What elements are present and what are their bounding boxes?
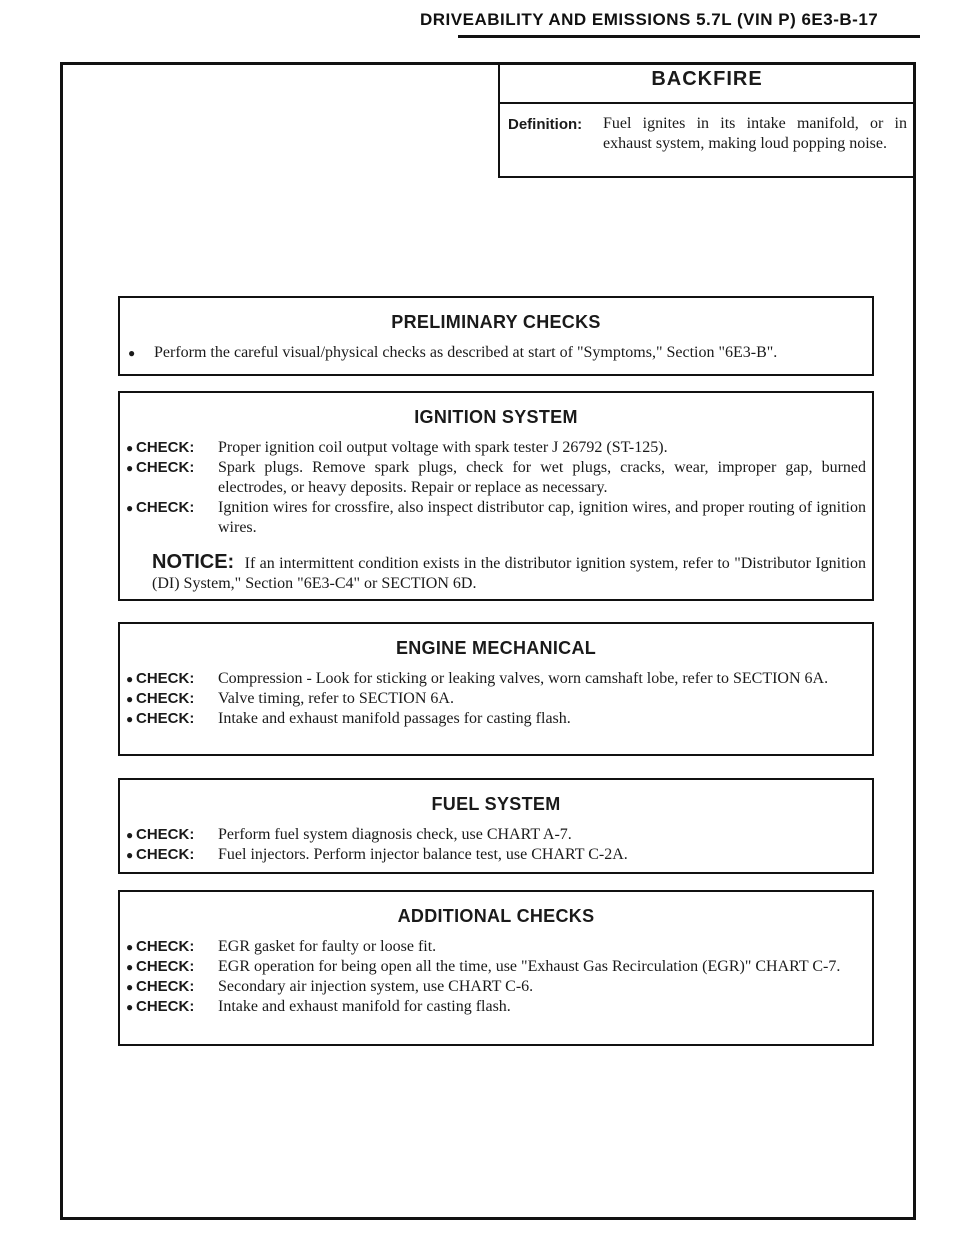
check-label: CHECK:: [136, 499, 195, 516]
check-text: Perform fuel system diagnosis check, use CHART A-7.: [218, 826, 572, 843]
page-header: DRIVEABILITY AND EMISSIONS 5.7L (VIN P) 6E3-B-17: [420, 10, 879, 29]
bullet-icon: ●: [128, 346, 136, 360]
check-label: CHECK:: [136, 998, 195, 1015]
definition-text: Fuel ignites in its intake manifold, or in exhaust system, making loud popping noise.: [603, 115, 907, 152]
backfire-box: [498, 62, 914, 178]
check-item: [120, 498, 872, 538]
preliminary-title: PRELIMINARY CHECKS: [391, 312, 601, 332]
check-text: Valve timing, refer to SECTION 6A.: [218, 690, 454, 707]
check-item: [120, 458, 872, 498]
ignition-system-box: [118, 391, 874, 601]
preliminary-item: [120, 343, 872, 363]
fuel-system-box: [118, 778, 874, 874]
check-text: Intake and exhaust manifold passages for casting flash.: [218, 710, 571, 727]
check-label: CHECK:: [136, 710, 195, 727]
check-label: CHECK:: [136, 846, 195, 863]
check-label: CHECK:: [136, 439, 195, 456]
bullet-icon: ●: [126, 692, 134, 706]
check-text: Spark plugs. Remove spark plugs, check for wet plugs, cracks, wear, improper gap, burned electrodes, or heavy deposits. Repair or replace as necessary.: [218, 459, 866, 496]
bullet-icon: ●: [126, 848, 134, 862]
backfire-rule: [500, 102, 914, 104]
notice: [120, 552, 872, 594]
check-label: CHECK:: [136, 459, 195, 476]
bullet-icon: ●: [126, 940, 134, 954]
fuel-title: FUEL SYSTEM: [431, 794, 561, 814]
check-item: [120, 709, 872, 729]
bullet-icon: ●: [126, 712, 134, 726]
bullet-icon: ●: [126, 461, 134, 475]
additional-checks-box: [118, 890, 874, 1046]
notice-text: If an intermittent condition exists in the distributor ignition system, refer to "Distributor Ignition (DI) System," Section "6E3-C4" or SECTION 6D.: [152, 555, 867, 592]
check-text: Compression - Look for sticking or leaking valves, worn camshaft lobe, refer to SECTION 6A.: [218, 670, 829, 687]
bullet-icon: ●: [126, 501, 134, 515]
bullet-icon: ●: [126, 1000, 134, 1014]
check-text: EGR operation for being open all the time, use "Exhaust Gas Recirculation (EGR)" CHART C-7.: [218, 958, 841, 975]
check-item: [120, 669, 872, 689]
bullet-icon: ●: [126, 441, 134, 455]
header-rule: [458, 35, 920, 38]
additional-title: ADDITIONAL CHECKS: [397, 906, 595, 926]
definition-label: Definition:: [508, 116, 583, 133]
check-item: [120, 825, 872, 845]
check-label: CHECK:: [136, 938, 195, 955]
check-label: CHECK:: [136, 826, 195, 843]
check-item: [120, 689, 872, 709]
check-text: Fuel injectors. Perform injector balance test, use CHART C-2A.: [218, 846, 628, 863]
check-item: [120, 957, 872, 977]
check-item: [120, 845, 872, 865]
check-text: Proper ignition coil output voltage with spark tester J 26792 (ST-125).: [218, 439, 668, 456]
preliminary-item-text: Perform the careful visual/physical checks as described at start of "Symptoms," Section "6E3-B".: [154, 344, 778, 361]
ignition-title: IGNITION SYSTEM: [414, 407, 578, 427]
check-label: CHECK:: [136, 958, 195, 975]
backfire-title: BACKFIRE: [651, 68, 763, 90]
check-item: [120, 438, 872, 458]
check-label: CHECK:: [136, 670, 195, 687]
notice-label: NOTICE:: [152, 551, 235, 573]
check-label: CHECK:: [136, 978, 195, 995]
engine-mechanical-box: [118, 622, 874, 756]
bullet-icon: ●: [126, 672, 134, 686]
check-text: Ignition wires for crossfire, also inspect distributor cap, ignition wires, and proper routing of ignition wires.: [218, 499, 866, 536]
check-label: CHECK:: [136, 690, 195, 707]
bullet-icon: ●: [126, 980, 134, 994]
check-text: Intake and exhaust manifold for casting flash.: [218, 998, 511, 1015]
preliminary-checks-box: [118, 296, 874, 376]
bullet-icon: ●: [126, 828, 134, 842]
engine-title: ENGINE MECHANICAL: [395, 638, 597, 658]
check-item: [120, 997, 872, 1017]
check-item: [120, 937, 872, 957]
bullet-icon: ●: [126, 960, 134, 974]
check-item: [120, 977, 872, 997]
check-text: Secondary air injection system, use CHART C-6.: [218, 978, 534, 995]
check-text: EGR gasket for faulty or loose fit.: [218, 938, 437, 955]
